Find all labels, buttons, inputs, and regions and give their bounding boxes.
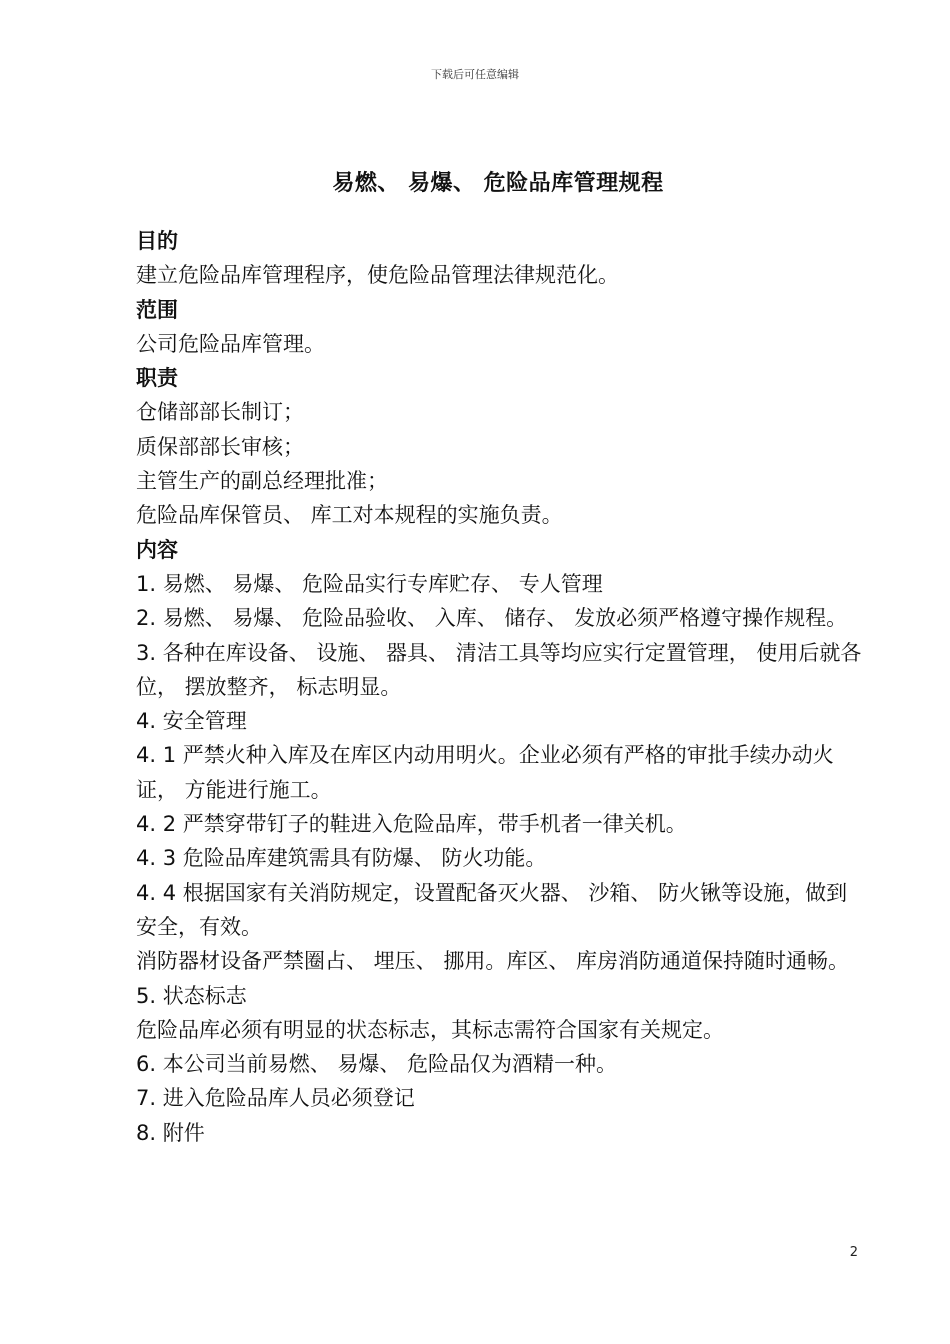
content-item: 2. 易燃、 易爆、 危险品验收、 入库、 储存、 发放必须严格遵守操作规程。 — [136, 606, 848, 631]
content-item: 4. 3 危险品库建筑需具有防爆、 防火功能。 — [136, 846, 547, 871]
content-item: 8. 附件 — [136, 1120, 205, 1145]
purpose-text: 建立危险品库管理程序，使危险品管理法律规范化。 — [136, 263, 619, 288]
page-number: 2 — [849, 1245, 858, 1260]
duty-item: 主管生产的副总经理批准； — [136, 469, 388, 494]
content-item: 4. 1 严禁火种入库及在库区内动用明火。企业必须有严格的审批手续办动火证， 方能进行施工。 — [136, 743, 834, 802]
section-heading-purpose: 目的 — [136, 229, 178, 253]
content-item: 危险品库必须有明显的状态标志，其标志需符合国家有关规定。 — [136, 1017, 724, 1042]
content-item: 4. 2 严禁穿带钉子的鞋进入危险品库，带手机者一律关机。 — [136, 812, 687, 837]
content-item: 4. 安全管理 — [136, 709, 247, 734]
content-item: 7. 进入危险品库人员必须登记 — [136, 1086, 415, 1111]
document-body — [136, 224, 864, 1150]
content-item: 4. 4 根据国家有关消防规定，设置配备灭火器、 沙箱、 防火锹等设施，做到安全，有效。 — [136, 880, 848, 939]
content-item: 3. 各种在库设备、 设施、 器具、 清洁工具等均应实行定置管理， 使用后就各位， 摆放整齐， 标志明显。 — [136, 640, 862, 699]
section-heading-scope: 范围 — [136, 297, 178, 322]
section-heading-duties: 职责 — [136, 366, 178, 391]
content-item: 6. 本公司当前易燃、 易爆、 危险品仅为酒精一种。 — [136, 1052, 618, 1077]
content-item: 5. 状态标志 — [136, 983, 247, 1008]
content-item: 1. 易燃、 易爆、 危险品实行专库贮存、 专人管理 — [136, 571, 603, 596]
duty-item: 仓储部部长制订； — [136, 400, 304, 425]
duty-item: 危险品库保管员、 库工对本规程的实施负责。 — [136, 503, 563, 528]
content-item: 消防器材设备严禁圈占、 埋压、 挪用。库区、 库房消防通道保持随时通畅。 — [136, 949, 850, 974]
scope-text: 公司危险品库管理。 — [136, 331, 325, 356]
document-title: 易燃、 易爆、 危险品库管理规程 — [332, 171, 664, 196]
page-header-note: 下载后可任意编辑 — [431, 68, 519, 81]
section-heading-content: 内容 — [136, 537, 178, 562]
duty-item: 质保部部长审核； — [136, 434, 304, 459]
